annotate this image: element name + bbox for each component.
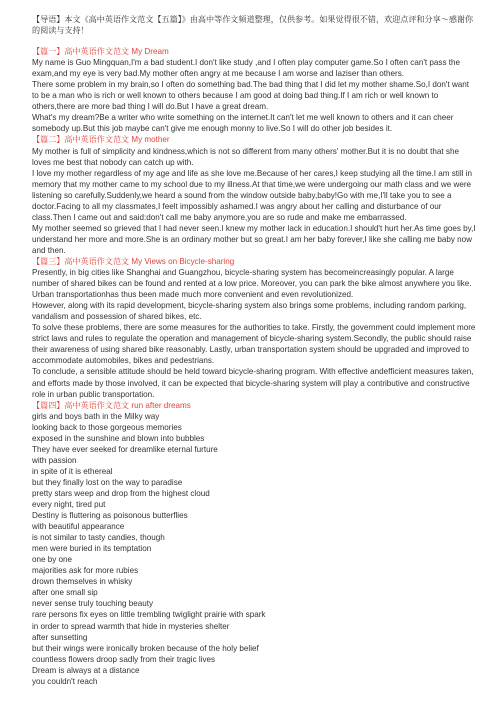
poem-line: with passion (32, 455, 77, 465)
poem-line: men were buried in its temptation (32, 544, 152, 554)
poem-line: pretty stars weep and drop from the highest cloud (32, 488, 210, 498)
paragraph: To solve these problems, there are some measures for the authorities to take. Firstly, the government could implement more strict laws and rules to regulate the operation and management of bicycle-sharing system.Secondly, the public should raise their awareness of using shared bike reasonably. Lastly, urban transportation system should be upgraded and improved to accommodate automobiles, bikes and pedestrians. (32, 323, 478, 366)
poem-line: exposed in the sunshine and blown into bubbles (32, 433, 205, 443)
poem-line: you couldn't reach (32, 676, 98, 686)
poem-line: Destiny is fluttering as poisonous butterflies (32, 511, 188, 521)
poem-line: after one small sip (32, 588, 98, 598)
poem-line: rare persons fix eyes on little trembling twiglight prairie with spark (32, 610, 266, 620)
poem-line: They have ever seeked for dreamlike eternal furture (32, 444, 218, 454)
article-heading: 【篇一】高中英语作文范文 My Dream (32, 47, 169, 57)
document-page (32, 14, 478, 687)
poem-line: looking back to those gorgeous memories (32, 422, 182, 432)
poem-line: drown themselves in whisky (32, 577, 133, 587)
paragraph: To conclude, a sensible attitude should be held toward bicycle-sharing program. With effective andefficient measures taken, and efforts made by those involved, it can be expected that bicycle-sharing system will play a contributive and constructive role in urban public transportation. (32, 367, 476, 399)
paragraph: My mother seemed so grieved that I had never seen.I knew my mother lack in education.I should't hurt her.As time goes by,I understand her more and more.She is an ordinary mother but so great.I am her baby forever,I like she calling me baby now and then. (32, 223, 478, 255)
poem-line: girls and boys bath in the Milky way (32, 411, 160, 421)
poem-line: but they finally lost on the way to paradise (32, 477, 183, 487)
poem-line: one by one (32, 555, 73, 565)
poem-line: is not similar to tasty candies, though (32, 533, 165, 543)
paragraph: I love my mother regardless of my age and life as she love me.Because of her cares,I keep studying all the time.I am still in memory that my mother came to my school due to my illness.At that time,we were undergoing our math class and we were listening so carefully.Suddenly,we heard a sound from the window outside baby,baby!Go with me,I'll take you to see a doctor.Facing to all my classmates,I feelt impossibly ashamed.I was angry about her calling and disturbance of our class.Then I came out and said:don't call me baby anymore,you are so rude and make me embarrassed. (32, 168, 475, 222)
paragraph: However, along with its rapid development, bicycle-sharing system also brings some problems, including random parking, vandalism and possession of shared bikes, etc. (32, 301, 469, 322)
poem-line: after sunsetting (32, 632, 88, 642)
article-1 (32, 46, 478, 134)
article-heading: 【篇二】高中英语作文范文 My mother (32, 135, 170, 145)
paragraph: My name is Guo Mingquan,I'm a bad student.I don't like study ,and I often play computer game.So I often can't pass the exam,and my eye is very bad.My mother often angry at me because I am worse and laziser than others. (32, 58, 463, 79)
article-4-poem (32, 400, 478, 687)
poem-line: every night, tired put (32, 500, 106, 510)
poem-line: in order to spread warmth that hide in mysteries shelter (32, 621, 230, 631)
paragraph: Presently, in big cities like Shanghai and Guangzhou, bicycle-sharing system has becomeincreasingly popular. A large number of shared bikes can be found and rented at a low price. Moreover, you can park the bike almost anywhere you like. Urban transportationhas thus been made much more convenient and even revolutionized. (32, 268, 474, 300)
poem-line: in spite of it is ethereal (32, 466, 113, 476)
poem-line: with beautiful appearance (32, 522, 125, 532)
paragraph: My mother is full of simplicity and kindness,which is not so different from many others' mother.But it is no doubt that she loves me best that nobody can catch up with. (32, 146, 462, 167)
poem-line: but their wings were ironically broken because of the holy belief (32, 643, 259, 653)
article-3 (32, 256, 478, 400)
paragraph: There some problem in my brain,so I often do something bad.The bad thing that I did let my mother shame.So,I don't want to be a man who is rich or well known to others because I am good at doing bad thing.If I am rich or well known to others,there are more bad thing I will do.But I have a great dream. (32, 80, 472, 112)
poem-lines (32, 411, 478, 687)
article-2 (32, 134, 478, 256)
article-heading: 【篇三】高中英语作文范文 My Views on Bicycle-sharing (32, 256, 235, 266)
paragraph: What's my dream?Be a writer who write something on the internet.It can't let me well known to others and it can cheer somebody up.But this job maybe can't give me enough monny to live.So I will do other job besides it. (32, 113, 456, 134)
article-heading: 【篇四】高中英语作文范文 run after dreams (32, 400, 191, 410)
poem-line: majorities ask for more rubies (32, 566, 139, 576)
intro-text: 【导语】本文《高中英语作文范文【五篇】》由高中等作文频道整理，仅供参考。如果觉得很不错，欢迎点评和分享～感谢你的阅读与支持！ (32, 15, 474, 36)
poem-line: Dream is always at a distance (32, 665, 140, 675)
poem-line: never sense truly touching beauty (32, 599, 154, 609)
poem-line: countless flowers droop sadly from their tragic lives (32, 654, 216, 664)
